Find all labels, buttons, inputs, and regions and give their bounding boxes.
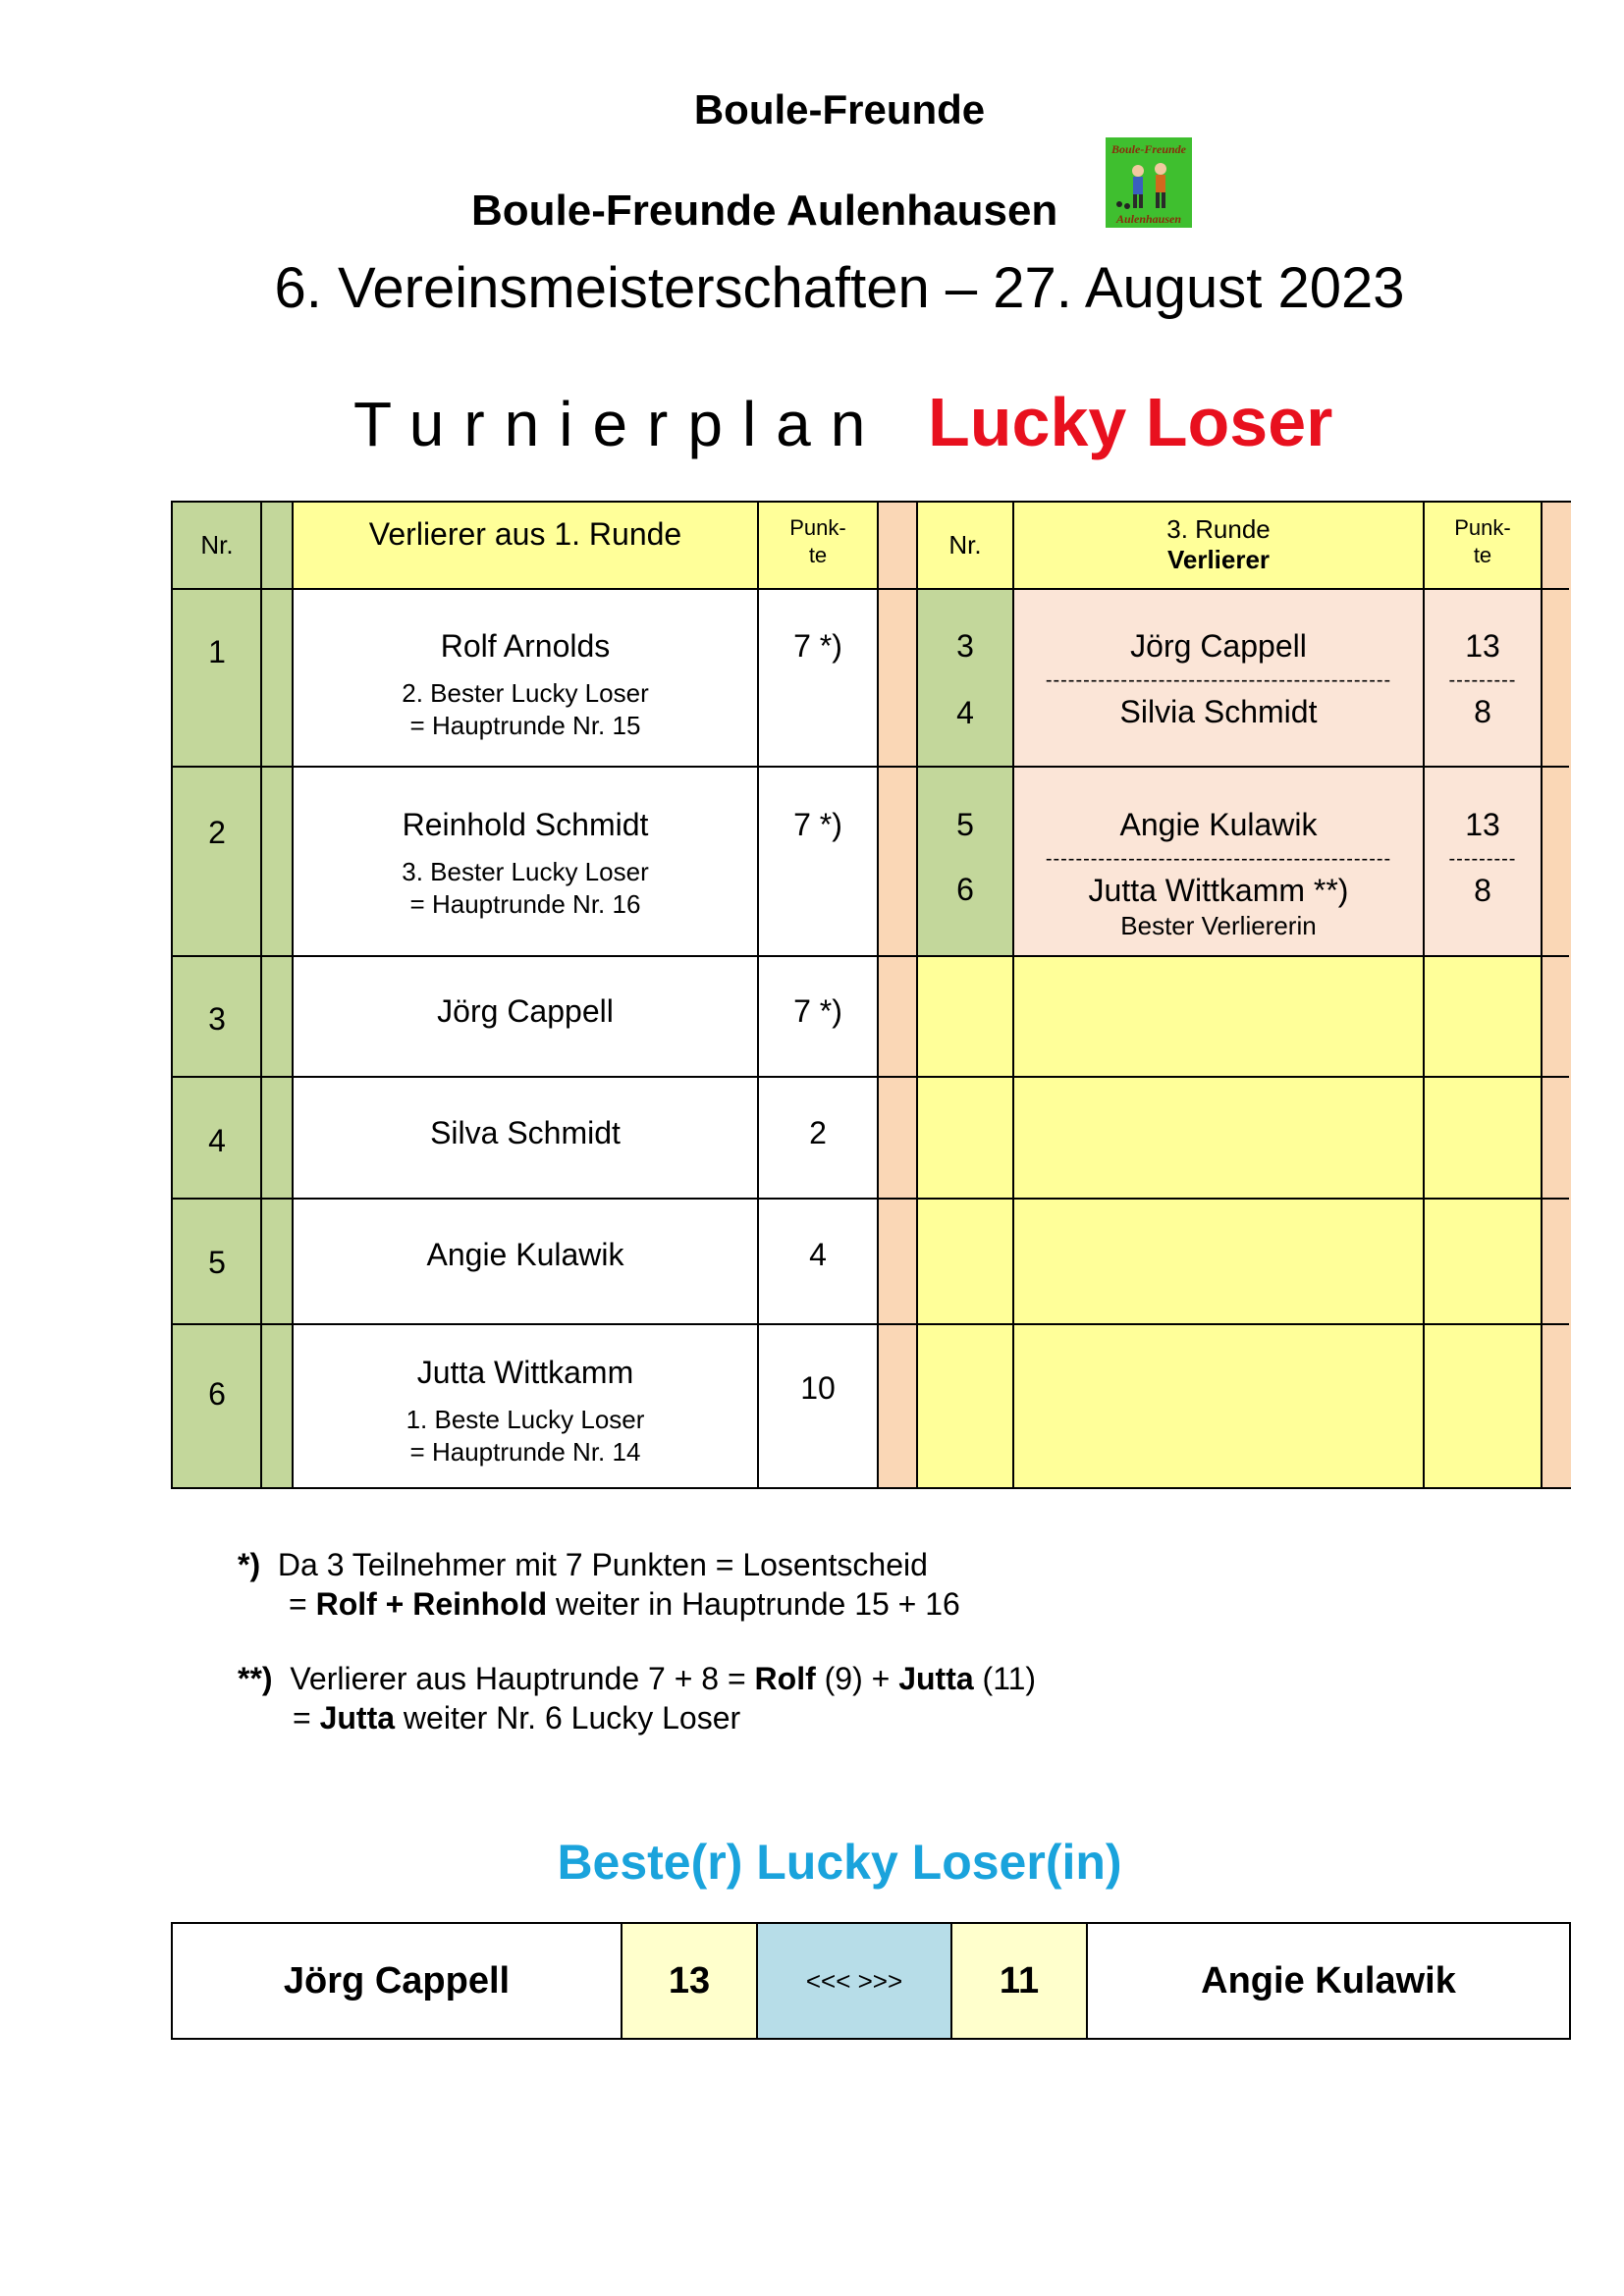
header-nr-left: Nr. xyxy=(200,530,234,560)
final-versus: <<< >>> xyxy=(756,1924,950,2038)
separator: --------- xyxy=(1448,669,1517,691)
row-nr: 2 xyxy=(208,815,226,850)
club-full-name: Boule-Freunde Aulenhausen xyxy=(471,187,1058,235)
round3-match xyxy=(1013,807,1424,941)
row-points: 7 *) xyxy=(793,628,842,664)
note-1-rest: weiter in Hauptrunde 15 + 16 xyxy=(547,1586,960,1622)
round3-note: Bester Verliererin xyxy=(1120,911,1317,940)
row-points: 10 xyxy=(800,1370,836,1406)
player-name: Jörg Cappell xyxy=(437,993,614,1029)
round3-points xyxy=(1424,807,1542,909)
row-nr: 1 xyxy=(208,634,226,669)
row-player xyxy=(293,1355,758,1468)
row-points: 7 *) xyxy=(793,807,842,842)
round3-nr: 5 xyxy=(956,807,974,842)
note-2-name: Jutta xyxy=(898,1661,974,1696)
note-2-text: (9) + xyxy=(815,1661,899,1696)
row-nr: 4 xyxy=(208,1123,226,1158)
note-1-line-1: Da 3 Teilnehmer mit 7 Punkten = Losentscheid xyxy=(277,1547,928,1582)
row-player xyxy=(293,628,758,741)
note-2-rest: weiter Nr. 6 Lucky Loser xyxy=(395,1700,741,1735)
svg-text:Aulenhausen: Aulenhausen xyxy=(1115,212,1182,226)
row-points: 2 xyxy=(809,1115,827,1150)
header-round3 xyxy=(1013,514,1424,575)
note-2-prefix: = xyxy=(293,1700,320,1735)
best-lucky-loser-heading: Beste(r) Lucky Loser(in) xyxy=(557,1835,1122,1890)
header-losers-round1: Verlierer aus 1. Runde xyxy=(368,516,682,552)
separator: --------- xyxy=(1448,848,1517,870)
player-name: Rolf Arnolds xyxy=(440,628,611,664)
round3-score: 8 xyxy=(1474,873,1491,908)
player-note: 3. Bester Lucky Loser xyxy=(402,857,649,886)
header-round3-losers: Verlierer xyxy=(1166,545,1271,574)
event-title: 6. Vereinsmeisterschaften – 27. August 2023 xyxy=(274,256,1405,320)
note-2-mark: **) xyxy=(238,1661,273,1696)
plan-subtitle: Lucky Loser xyxy=(928,384,1333,460)
note-1 xyxy=(238,1545,960,1624)
note-1-mark: *) xyxy=(238,1547,261,1582)
final-player-left: Jörg Cappell xyxy=(283,1959,511,2002)
separator: ---------------------------------------------- xyxy=(1045,669,1392,691)
round3-score: 8 xyxy=(1474,694,1491,729)
round3-player: Jutta Wittkamm **) xyxy=(1088,873,1349,908)
player-name: Reinhold Schmidt xyxy=(402,807,649,842)
separator: ---------------------------------------------- xyxy=(1045,848,1392,870)
round3-score: 13 xyxy=(1465,628,1500,664)
player-name: Jutta Wittkamm xyxy=(416,1355,634,1390)
header-points-right: Punk- te xyxy=(1454,515,1511,567)
player-note-2: = Hauptrunde Nr. 16 xyxy=(409,889,641,919)
round3-player: Silvia Schmidt xyxy=(1119,694,1318,729)
round3-score: 13 xyxy=(1465,807,1500,842)
player-note-2: = Hauptrunde Nr. 15 xyxy=(409,711,641,740)
round3-match xyxy=(1013,628,1424,730)
round3-nr: 3 xyxy=(956,628,974,664)
player-note: 2. Bester Lucky Loser xyxy=(402,678,649,708)
plan-title: Turnierplan xyxy=(353,389,886,459)
row-nr: 5 xyxy=(208,1245,226,1280)
player-name: Angie Kulawik xyxy=(426,1237,624,1272)
note-1-prefix: = xyxy=(289,1586,316,1622)
player-note-2: = Hauptrunde Nr. 14 xyxy=(409,1437,641,1467)
row-nr: 3 xyxy=(208,1001,226,1037)
note-2-name: Rolf xyxy=(754,1661,816,1696)
header-nr-right: Nr. xyxy=(948,530,982,560)
header-round3-title: 3. Runde xyxy=(1166,514,1271,544)
note-2-highlight: Jutta xyxy=(319,1700,396,1735)
player-name: Silva Schmidt xyxy=(430,1115,621,1150)
note-1-highlight: Rolf + Reinhold xyxy=(315,1586,548,1622)
note-2-text: Verlierer aus Hauptrunde 7 + 8 = xyxy=(290,1661,755,1696)
row-points: 4 xyxy=(809,1237,827,1272)
round3-player: Jörg Cappell xyxy=(1130,628,1307,664)
round3-nr: 6 xyxy=(956,872,974,907)
final-player-right: Angie Kulawik xyxy=(1086,1924,1569,2038)
row-points: 7 *) xyxy=(793,993,842,1029)
note-2-text: (11) xyxy=(973,1661,1037,1696)
final-score-right: 11 xyxy=(950,1924,1086,2038)
round3-nr: 4 xyxy=(956,695,974,730)
note-2 xyxy=(238,1659,1036,1737)
header-points-left: Punk- te xyxy=(789,515,846,567)
player-note: 1. Beste Lucky Loser xyxy=(406,1405,645,1434)
club-logo xyxy=(1106,137,1192,228)
row-nr: 6 xyxy=(208,1376,226,1412)
round3-player: Angie Kulawik xyxy=(1119,807,1318,842)
best-lucky-loser-table xyxy=(171,1922,1571,2040)
svg-text:Boule-Freunde: Boule-Freunde xyxy=(1110,142,1187,156)
final-score-left: 13 xyxy=(621,1924,756,2038)
club-short-name: Boule-Freunde xyxy=(693,86,986,133)
row-player xyxy=(293,807,758,920)
round3-points xyxy=(1424,628,1542,730)
tournament-table xyxy=(171,501,1571,1489)
